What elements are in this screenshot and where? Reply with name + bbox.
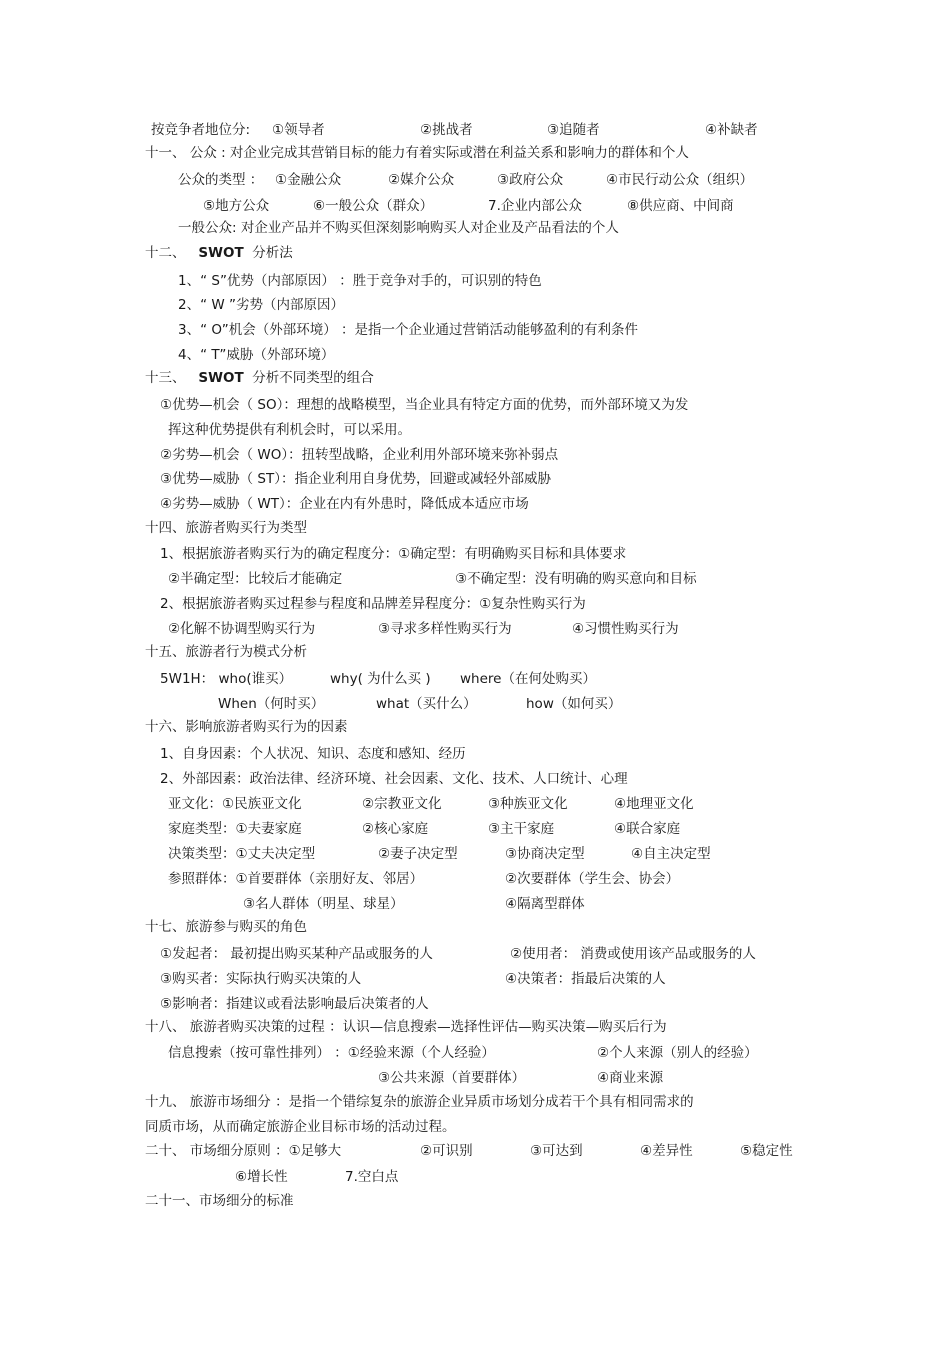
competitor-item: ②挑战者 (420, 122, 473, 138)
public-type: ⑤地方公众 (203, 198, 270, 214)
section-18-heading: 十八、 旅游者购买决策的过程 ：认识—信息搜索—选择性评估—购买决策—购买后行为 (145, 1019, 667, 1035)
swot-item: 2、“ W ”劣势（内部原因） (178, 297, 345, 313)
section-15-heading: 十五、旅游者行为模式分析 (145, 644, 307, 660)
decision-type-item: ③协商决定型 (505, 846, 585, 862)
section-14-heading: 十四、旅游者购买行为类型 (145, 520, 307, 536)
5w1h-item: why( 为什么买 ) (330, 671, 431, 687)
role-item: ④决策者：指最后决策的人 (505, 971, 666, 987)
combo-so-line1: ①优势—机会（ SO）：理想的战略模型，当企业具有特定方面的优势，而外部环境又为发 (160, 397, 689, 413)
subculture-item: ③种族亚文化 (488, 796, 568, 812)
role-item: ②使用者： 消费或使用该产品或服务的人 (510, 946, 756, 962)
factor-external: 2、外部因素：政治法律、经济环境、社会因素、文化、技术、人口统计、心理 (160, 771, 628, 787)
5w1h-item: what（买什么） (376, 696, 477, 712)
section-11-heading: 十一、 公众 : 对企业完成其营销目标的能力有着实际或潜在利益关系和影响力的群体和个人 (145, 145, 689, 161)
factor-internal: 1、自身因素：个人状况、知识、态度和感知、经历 (160, 746, 466, 762)
section-20-heading: 二十、 市场细分原则 ：①足够大 (145, 1143, 342, 1159)
swot-term: SWOT (198, 245, 244, 261)
section-13-heading (145, 369, 374, 387)
section-17-heading: 十七、旅游参与购买的角色 (145, 919, 307, 935)
info-source-item: ④商业来源 (597, 1070, 664, 1086)
swot-term: SWOT (198, 370, 244, 386)
behavior-subtype: ③不确定型：没有明确的购买意向和目标 (455, 571, 697, 587)
swot-item: 1、“ S”优势（内部原因） ：胜于竞争对手的，可识别的特色 (178, 273, 542, 289)
combo-so-line2: 挥这种优势提供有利机会时，可以采用。 (168, 422, 411, 438)
public-type: 7.企业内部公众 (488, 198, 582, 214)
decision-type-item: ④自主决定型 (631, 846, 711, 862)
5w1h-item: 5W1H： who(谁买） (160, 671, 293, 687)
competitor-item: ③追随者 (547, 122, 600, 138)
reference-group-item: 参照群体：①首要群体（亲朋好友、邻居） (168, 871, 424, 887)
reference-group-item: ②次要群体（学生会、协会） (505, 871, 680, 887)
behavior-subtype: ②半确定型：比较后才能确定 (168, 571, 343, 587)
role-item: ③购买者：实际执行购买决策的人 (160, 971, 362, 987)
section-19-line1: 十九、 旅游市场细分 ：是指一个错综复杂的旅游企业异质市场划分成若干个具有相同需求的 (145, 1094, 694, 1110)
public-type: ③政府公众 (497, 172, 564, 188)
behavior-subtype: ④习惯性购买行为 (572, 621, 679, 637)
5w1h-item: how（如何买） (526, 696, 622, 712)
public-type: ⑧供应商、中间商 (627, 198, 734, 214)
reference-group-item: ④隔离型群体 (505, 896, 585, 912)
combo-st: ③优势—威胁（ ST）：指企业利用自身优势，回避或减轻外部威胁 (160, 471, 551, 487)
role-item: ⑤影响者：指建议或看法影响最后决策者的人 (160, 996, 429, 1012)
public-type: ②媒介公众 (388, 172, 455, 188)
public-type: ⑥一般公众（群众） (313, 198, 434, 214)
segmentation-principle: 7.空白点 (345, 1169, 399, 1185)
section-12-heading (145, 244, 293, 262)
section-13-suffix: 分析不同类型的组合 (252, 370, 374, 386)
section-16-heading: 十六、影响旅游者购买行为的因素 (145, 719, 348, 735)
competitor-label: 按竞争者地位分: (151, 122, 251, 138)
subculture-item: ②宗教亚文化 (362, 796, 442, 812)
swot-item: 4、“ T”威胁（外部环境） (178, 347, 335, 363)
subculture-item: ④地理亚文化 (614, 796, 694, 812)
family-type-item: 家庭类型：①夫妻家庭 (168, 821, 302, 837)
segmentation-principle: ②可识别 (420, 1143, 473, 1159)
behavior-type-2: 2、根据旅游者购买过程参与程度和品牌差异程度分：①复杂性购买行为 (160, 596, 586, 612)
combo-wo: ②劣势—机会（ WO）：扭转型战略，企业利用外部环境来弥补弱点 (160, 447, 559, 463)
swot-item: 3、“ O”机会（外部环境） ：是指一个企业通过营销活动能够盈利的有利条件 (178, 322, 639, 338)
decision-type-item: ②妻子决定型 (378, 846, 458, 862)
5w1h-item: When（何时买） (218, 696, 325, 712)
public-type: ①金融公众 (275, 172, 342, 188)
section-12-prefix: 十二、 (145, 245, 186, 261)
info-source-item: 信息搜索（按可靠性排列） ：①经验来源（个人经验） (168, 1045, 495, 1061)
segmentation-principle: ⑥增长性 (235, 1169, 288, 1185)
family-type-item: ④联合家庭 (614, 821, 681, 837)
segmentation-principle: ⑤稳定性 (740, 1143, 793, 1159)
public-types-label: 公众的类型 ： (178, 172, 264, 188)
info-source-item: ②个人来源（别人的经验） (597, 1045, 758, 1061)
section-21-heading: 二十一、市场细分的标准 (145, 1193, 294, 1209)
general-public-definition: 一般公众: 对企业产品并不购买但深刻影响购买人对企业及产品看法的个人 (178, 220, 619, 236)
section-12-suffix: 分析法 (252, 245, 293, 261)
segmentation-principle: ④差异性 (640, 1143, 693, 1159)
family-type-item: ②核心家庭 (362, 821, 429, 837)
behavior-subtype: ③寻求多样性购买行为 (378, 621, 512, 637)
behavior-type-1: 1、根据旅游者购买行为的确定程度分：①确定型：有明确购买目标和具体要求 (160, 546, 627, 562)
family-type-item: ③主干家庭 (488, 821, 555, 837)
section-19-line2: 同质市场，从而确定旅游企业目标市场的活动过程。 (145, 1119, 456, 1135)
role-item: ①发起者： 最初提出购买某种产品或服务的人 (160, 946, 433, 962)
combo-wt: ④劣势—威胁（ WT）：企业在内有外患时，降低成本适应市场 (160, 496, 529, 512)
segmentation-principle: ③可达到 (530, 1143, 583, 1159)
reference-group-item: ③名人群体（明星、球星） (243, 896, 404, 912)
decision-type-item: 决策类型：①丈夫决定型 (168, 846, 316, 862)
public-type: ④市民行动公众（组织） (606, 172, 754, 188)
5w1h-item: where（在何处购买） (460, 671, 596, 687)
competitor-item: ④补缺者 (705, 122, 758, 138)
competitor-item: ①领导者 (272, 122, 325, 138)
info-source-item: ③公共来源（首要群体） (378, 1070, 526, 1086)
behavior-subtype: ②化解不协调型购买行为 (168, 621, 316, 637)
section-13-prefix: 十三、 (145, 370, 186, 386)
subculture-item: 亚文化：①民族亚文化 (168, 796, 302, 812)
